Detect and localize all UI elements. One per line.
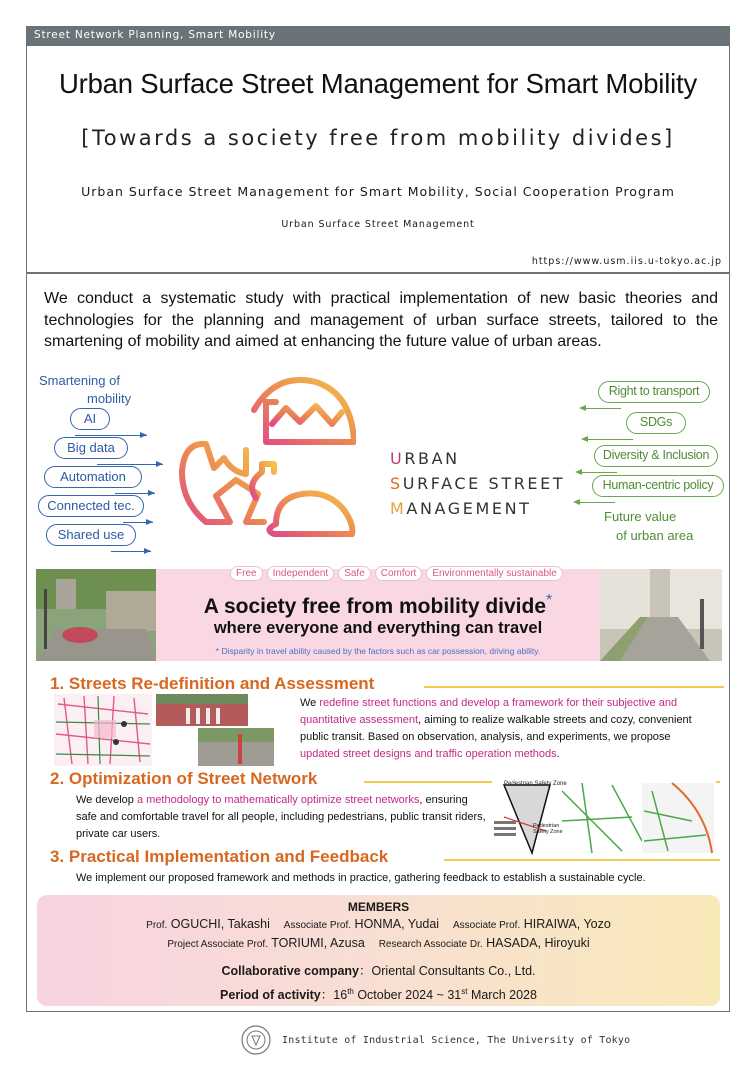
tag-connected-tech: Connected tec.: [38, 495, 144, 517]
university-seal-icon: [240, 1024, 272, 1056]
tag-human-centric-policy: Human-centric policy: [592, 475, 724, 497]
section3-heading: 3. Practical Implementation and Feedback: [50, 847, 389, 866]
tag-right-to-transport: Right to transport: [598, 381, 710, 403]
street-map-figure: [54, 694, 152, 766]
header-divider: [26, 272, 730, 274]
figure-label-mid: Pedestrian Safety Zone: [533, 823, 563, 835]
intro-paragraph: We conduct a systematic study with practical implementation of new basic theories and technologies for the planning and management of urban surface streets, tailored to the smartening of mobility and aimed at enhancing the future value of urban areas.: [44, 290, 718, 350]
chip-environmentally-sustainable: Environmentally sustainable: [426, 566, 563, 581]
crosswalk-photo: [156, 694, 248, 726]
tag-shared-use: Shared use: [46, 524, 136, 546]
sidewalk-photo: [198, 728, 274, 766]
section2-heading: 2. Optimization of Street Network: [50, 769, 318, 788]
section3-text: We implement our proposed framework and methods in practice, gathering feedback to establish a sustainable cycle.: [76, 872, 646, 884]
usm-logo-icon: [176, 372, 356, 544]
usm-wordmark: URBAN SURFACE STREET MANAGEMENT: [390, 449, 566, 518]
banner-headline: A society free from mobility divide*: [203, 592, 553, 618]
smartening-heading-line2: mobility: [87, 391, 132, 406]
street-photo-left: [36, 569, 156, 661]
members-row2: Project Associate Prof. TORIUMI, Azusa Research Associate Dr. HASADA, Hiroyuki: [167, 936, 590, 950]
chip-comfort: Comfort: [375, 566, 423, 581]
street-photo-right: [600, 569, 722, 661]
smartening-heading-line1: Smartening of: [39, 373, 120, 388]
tag-ai: AI: [70, 408, 110, 430]
tag-big-data: Big data: [54, 437, 128, 459]
network-optimization-figure: [492, 781, 716, 855]
member-name: OGUCHI, Takashi: [170, 917, 270, 931]
poster-subtitle: [Towards a society free from mobility divides]: [81, 126, 675, 150]
member-name: HIRAIWA, Yozo: [523, 917, 611, 931]
tag-diversity-inclusion: Diversity & Inclusion: [594, 445, 718, 467]
program-name: Urban Surface Street Management for Smart Mobility, Social Cooperation Program: [81, 184, 675, 199]
member-name: TORIUMI, Azusa: [271, 936, 365, 950]
member-name: HONMA, Yudai: [354, 917, 440, 931]
section2-text: We develop a methodology to mathematically optimize street networks, ensuring safe and comfortable travel for all people, including pedestrians, public transit riders, private car users.: [76, 794, 486, 840]
tag-automation: Automation: [44, 466, 142, 488]
institute-name: Institute of Industrial Science, The University of Tokyo: [282, 1034, 631, 1046]
future-value-label: Future value of urban area: [604, 509, 694, 543]
figure-label-top: Pedestrian Safety Zone: [504, 781, 567, 787]
banner-footnote: * Disparity in travel ability caused by the factors such as car possession, driving ability.: [215, 646, 541, 656]
members-heading: MEMBERS: [347, 900, 410, 914]
section1-heading: 1. Streets Re-definition and Assessment: [50, 674, 375, 693]
section3-rule: [444, 859, 720, 861]
website-link[interactable]: https://www.usm.iis.u-tokyo.ac.jp: [531, 256, 722, 267]
lab-name: Urban Surface Street Management: [281, 219, 475, 230]
smartening-heading: [39, 372, 159, 408]
value-chips: [230, 566, 563, 581]
member-name: HASADA, Hiroyuki: [486, 936, 590, 950]
chip-independent: Independent: [267, 566, 335, 581]
chip-free: Free: [230, 566, 263, 581]
section1-text: We redefine street functions and develop a framework for their subjective and quantitative assessment, aiming to realize walkable streets and cozy, convenient public transit. Based on observation, analysis, and experiments, we propose updated street designs and traffic operation methods.: [300, 697, 692, 760]
poster-title: Urban Surface Street Management for Smart Mobility: [58, 68, 698, 99]
banner-subline: where everyone and everything can travel: [213, 619, 543, 637]
category-bar: Street Network Planning, Smart Mobility: [26, 26, 730, 46]
section1-rule: [424, 686, 724, 688]
collaborative-company: Collaborative company：Oriental Consultants Co., Ltd.: [221, 964, 536, 978]
members-row1: Prof. OGUCHI, Takashi Associate Prof. HONMA, Yudai Associate Prof. HIRAIWA, Yozo: [146, 917, 611, 931]
tag-sdgs: SDGs: [626, 412, 686, 434]
footer: [240, 1024, 630, 1056]
chip-safe: Safe: [338, 566, 371, 581]
activity-period: Period of activity：16th October 2024 ~ 31st March 2028: [220, 986, 537, 1002]
